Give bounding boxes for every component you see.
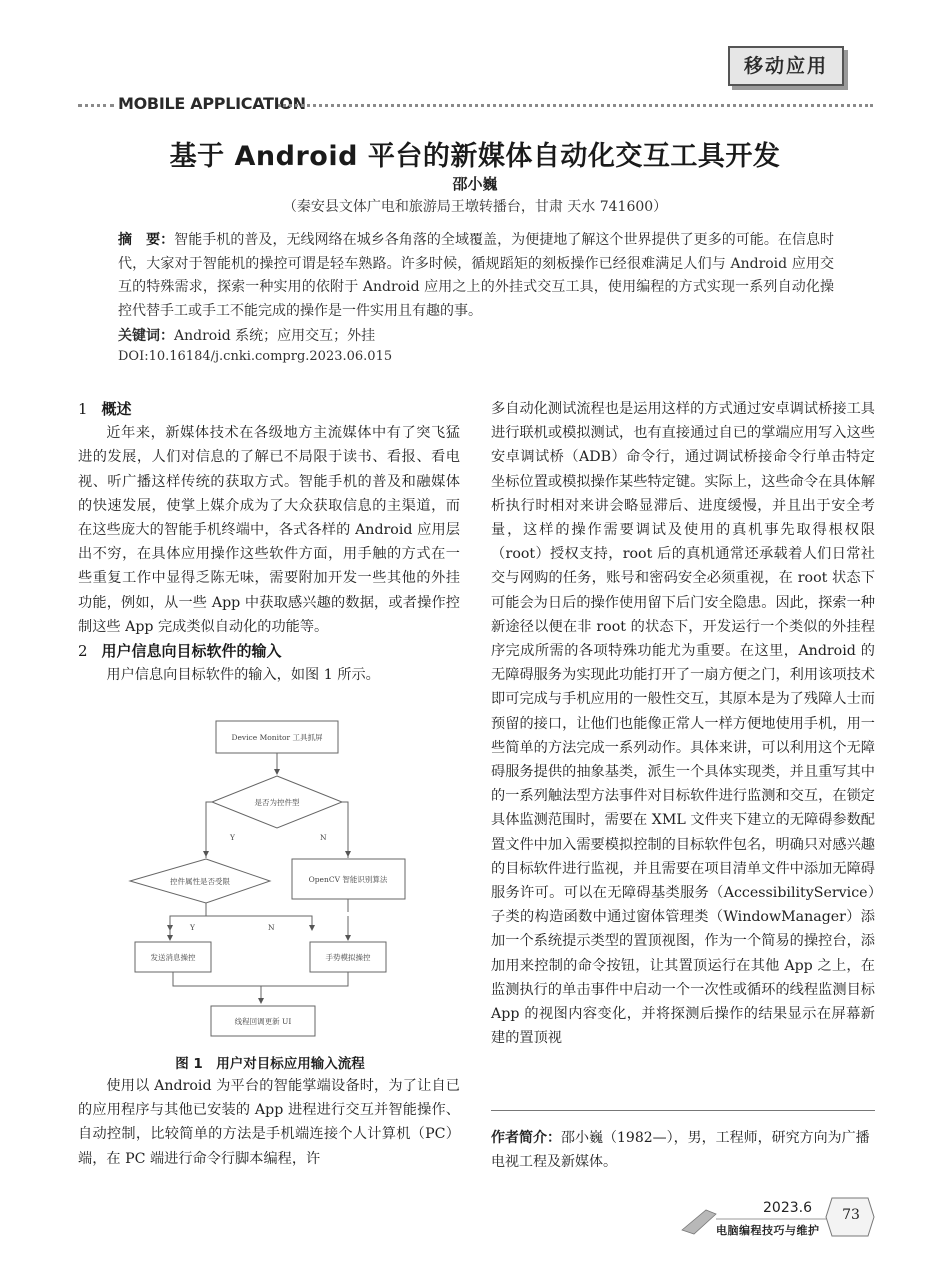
paper-title: 基于 Android 平台的新媒体自动化交互工具开发 — [169, 141, 781, 172]
section-2-intro: 用户信息向目标软件的输入，如图 1 所示。 — [106, 667, 380, 684]
bio-divider — [491, 1110, 875, 1111]
author-bio — [491, 1126, 875, 1174]
section-1-title: 概述 — [101, 400, 132, 418]
bio-text: 邵小巍（1982—），男，工程师，研究方向为广播电视工程及新媒体。 — [491, 1130, 870, 1170]
section-tag: 移动应用 — [728, 46, 844, 86]
section-2-number: 2 — [78, 642, 88, 661]
left-column-bottom — [78, 1074, 460, 1171]
doi: DOI:10.16184/j.cnki.comprg.2023.06.015 — [118, 349, 393, 364]
keywords-text: Android 系统；应用交互；外挂 — [174, 328, 376, 344]
fc-thread-label: 线程回调更新 UI — [234, 1017, 292, 1026]
fc-yes-2: Y — [190, 923, 195, 932]
header-rule — [78, 96, 873, 114]
author-name: 邵小巍 — [452, 175, 498, 193]
figure-1-flowchart — [120, 716, 420, 1046]
section-1-heading — [78, 397, 460, 421]
fc-decision1-label: 是否为控件型 — [254, 798, 300, 807]
fc-yes-1: Y — [230, 833, 235, 842]
abstract-label: 摘 要： — [118, 232, 175, 248]
figure-1-caption: 图 1 用户对目标应用输入流程 — [175, 1056, 365, 1072]
fc-decision2-label: 控件属性是否受限 — [170, 877, 230, 886]
fc-no-2: N — [268, 923, 275, 932]
fc-send-msg-label: 发送消息操控 — [150, 953, 196, 962]
issue-year: 2023.6 — [763, 1200, 812, 1216]
section-1-paragraph: 近年来，新媒体技术在各级地方主流媒体中有了突飞猛进的发展，人们对信息的了解已不局限于读书、看报、看电视、听广播这样传统的获取方式。智能手机的普及和融媒体的快速发展，使掌上媒介成为了大众获取信息的主渠道，而在这些庞大的智能手机终端中，各式各样的 Android 应用层出不穷，在具体应用操作这些软件方面，用手触的方式在一些重复工作中显得乏陈无味，需要附加开发一些其他的外挂功能，例如，从一些 App 中获取感兴趣的数据，或者操作控制这些 App 完成类似自动化的功能等。 — [78, 425, 460, 635]
journal-name: 电脑编程技巧与维护 — [716, 1224, 820, 1237]
abstract — [118, 229, 834, 323]
section-2-heading — [78, 639, 460, 663]
page-number: 73 — [842, 1207, 860, 1223]
section-2-paragraph: 使用以 Android 为平台的智能掌端设备时，为了让自已的应用程序与其他已安装的 App 进程进行交互并智能操作、自动控制，比较简单的方法是手机端连接个人计算机（PC）端，在 PC 端进行命令行脚本编程，许 — [78, 1078, 460, 1167]
right-column-paragraph: 多自动化测试流程也是运用这样的方式通过安卓调试桥接工具进行联机或模拟测试，也有直接通过自已的掌端应用写入这些安卓调试桥（ADB）命令行，通过调试桥接命令行单击特定坐标位置或模拟操作某些特定键。实际上，这些命令在具体解析执行时相对来讲会略显滞后、进度缓慢，并且出于安全考量，这样的操作需要调试及使用的真机事先取得根权限（root）授权支持，root 后的真机通常还承载着人们日常社交与网购的任务，账号和密码安全必须重视，在 root 状态下可能会为日后的操作使用留下后门安全隐患。因此，探索一种新途径以便在非 root 的状态下，开发运行一个类似的外挂程序完成所需的各项特殊功能尤为重要。在这里，Android 的无障碍服务为实现此功能打开了一扇方便之门，利用该项技术即可完成与手机应用的一般性交互，其原本是为了残障人士而预留的接口，让他们也能像正常人一样方便地使用手机，用一些简单的方法完成一系列动作。具体来讲，可以利用这个无障碍服务提供的抽象基类，派生一个具体实现类，并且重写其中的一系列触法型方法事件对目标软件进行监测和交互，在锁定具体监测范围时，需要在 XML 文件夹下建立的无障碍参数配置文件中加入需要模拟控制的目标软件包名，明确只对感兴趣的目标软件进行监视，并且需要在项目清单文件中添加无障碍服务许可。可以在无障碍基类服务（AccessibilityService）子类的构造函数中通过窗体管理类（WindowManager）添加一个系统提示类型的置顶视图，作为一个简易的操控台，添加用来控制的命令按钮，让其置顶运行在其他 App 之上，在监测执行的单击事件中启动一个一次性或循环的线程监测目标 App 的视图内容变化，并将探测后操作的结果显示在屏幕新建的置顶视 — [491, 401, 875, 1047]
keywords-label: 关键词： — [118, 328, 174, 344]
section-english-label: MOBILE APPLICATION — [118, 94, 306, 113]
fc-gesture-label: 手势模拟操控 — [325, 953, 371, 962]
mouse-icon — [682, 1210, 716, 1234]
fc-opencv-label: OpenCV 智能识别算法 — [308, 875, 388, 884]
affiliation: （秦安县文体广电和旅游局王墩转播台，甘肃 天水 741600） — [282, 199, 668, 215]
abstract-text: 智能手机的普及，无线网络在城乡各角落的全域覆盖，为便捷地了解这个世界提供了更多的可能。在信息时代，大家对于智能机的操控可谓是轻车熟路。许多时候，循规蹈矩的刻板操作已经很难满足人们与 Android 应用交互的特殊需求，探索一种实用的依附于 Android 应用之上的外挂式交互工具，使用编程的方式实现一系列自动化操控代替手工或手工不能完成的操作是一件实用且有趣的事。 — [118, 232, 835, 319]
fc-no-1: N — [320, 833, 327, 842]
bio-label: 作者简介： — [491, 1130, 561, 1146]
section-2-title: 用户信息向目标软件的输入 — [101, 642, 282, 661]
fc-start-label: Device Monitor 工具抓屏 — [231, 733, 323, 742]
section-1-number: 1 — [78, 400, 88, 418]
keywords — [118, 325, 834, 345]
right-column — [491, 397, 875, 1050]
left-column-top — [78, 397, 460, 687]
